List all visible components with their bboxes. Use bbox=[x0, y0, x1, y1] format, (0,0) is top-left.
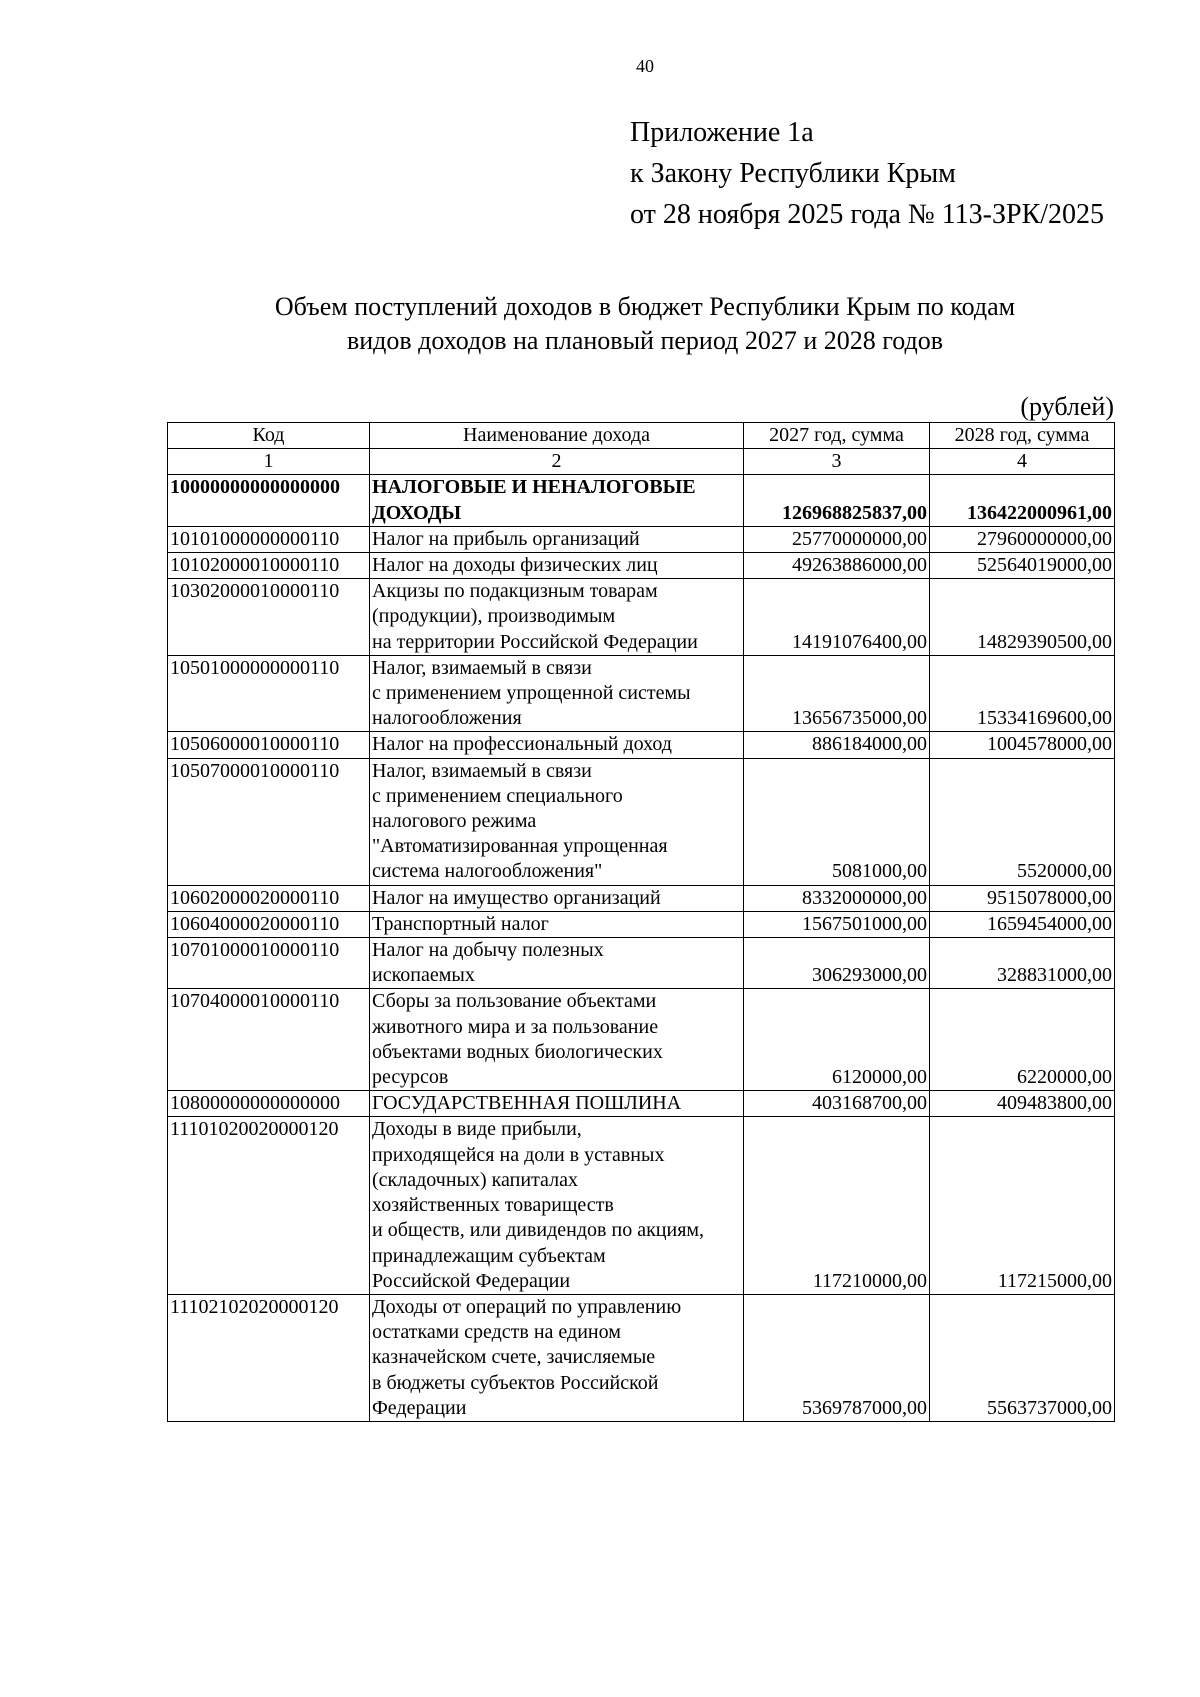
code-cell: 10101000000000110 bbox=[168, 526, 370, 552]
code-cell: 10501000000000110 bbox=[168, 655, 370, 732]
table-row bbox=[168, 911, 1115, 937]
amount-2027-cell: 5081000,00 bbox=[744, 758, 930, 885]
header-2027: 2027 год, сумма bbox=[744, 423, 930, 449]
amount-2027-cell: 13656735000,00 bbox=[744, 655, 930, 732]
table-row bbox=[168, 655, 1115, 732]
amount-2027-cell: 49263886000,00 bbox=[744, 553, 930, 579]
table-row bbox=[168, 1294, 1115, 1421]
table-row bbox=[168, 938, 1115, 989]
name-cell: Доходы от операций по управлению остатками средств на едином казначейском счете, зачисляемые в бюджеты субъектов Российской Федерации bbox=[370, 1294, 744, 1421]
table-row bbox=[168, 475, 1115, 526]
amount-2028-cell: 14829390500,00 bbox=[930, 579, 1115, 656]
page-number: 40 bbox=[636, 56, 654, 76]
amount-2028-cell: 117215000,00 bbox=[930, 1117, 1115, 1294]
name-cell: Налог, взимаемый в связи с применением упрощенной системы налогообложения bbox=[370, 655, 744, 732]
code-cell: 11101020020000120 bbox=[168, 1117, 370, 1294]
amount-2027-cell: 25770000000,00 bbox=[744, 526, 930, 552]
code-cell: 10602000020000110 bbox=[168, 885, 370, 911]
amount-2027-cell: 403168700,00 bbox=[744, 1091, 930, 1117]
amount-2027-cell: 5369787000,00 bbox=[744, 1294, 930, 1421]
header-2028: 2028 год, сумма bbox=[930, 423, 1115, 449]
name-cell: Налог на доходы физических лиц bbox=[370, 553, 744, 579]
name-cell: ГОСУДАРСТВЕННАЯ ПОШЛИНА bbox=[370, 1091, 744, 1117]
table-row bbox=[168, 758, 1115, 885]
appendix-line-1: Приложение 1а bbox=[630, 117, 814, 148]
name-cell: Налог на добычу полезных ископаемых bbox=[370, 938, 744, 989]
table-row bbox=[168, 1091, 1115, 1117]
amount-2028-cell: 27960000000,00 bbox=[930, 526, 1115, 552]
code-cell: 10102000010000110 bbox=[168, 553, 370, 579]
table-row bbox=[168, 526, 1115, 552]
amount-2028-cell: 5520000,00 bbox=[930, 758, 1115, 885]
amount-2028-cell: 1659454000,00 bbox=[930, 911, 1115, 937]
appendix-line-2: к Закону Республики Крым bbox=[630, 158, 956, 189]
name-cell: Транспортный налог bbox=[370, 911, 744, 937]
amount-2028-cell: 6220000,00 bbox=[930, 989, 1115, 1091]
code-cell: 10506000010000110 bbox=[168, 732, 370, 758]
table-body bbox=[168, 475, 1115, 1422]
column-number: 2 bbox=[370, 449, 744, 475]
appendix-line-3: от 28 ноября 2025 года № 113-ЗРК/2025 bbox=[630, 199, 1105, 230]
amount-2028-cell: 15334169600,00 bbox=[930, 655, 1115, 732]
amount-2027-cell: 886184000,00 bbox=[744, 732, 930, 758]
name-cell: Доходы в виде прибыли, приходящейся на доли в уставных (складочных) капиталах хозяйственных товариществ и обществ, или дивидендов по акциям, принадлежащим субъектам Российской Федерации bbox=[370, 1117, 744, 1294]
amount-2027-cell: 126968825837,00 bbox=[744, 475, 930, 526]
code-cell: 10701000010000110 bbox=[168, 938, 370, 989]
code-cell: 10000000000000000 bbox=[168, 475, 370, 526]
table-header-row bbox=[168, 423, 1115, 449]
name-cell: Налог, взимаемый в связи с применением специального налогового режима "Автоматизированная упрощенная система налогообложения" bbox=[370, 758, 744, 885]
code-cell: 10302000010000110 bbox=[168, 579, 370, 656]
column-number: 1 bbox=[168, 449, 370, 475]
column-number: 4 bbox=[930, 449, 1115, 475]
column-number: 3 bbox=[744, 449, 930, 475]
table-row bbox=[168, 579, 1115, 656]
amount-2027-cell: 8332000000,00 bbox=[744, 885, 930, 911]
name-cell: Налог на прибыль организаций bbox=[370, 526, 744, 552]
table-row bbox=[168, 885, 1115, 911]
amount-2028-cell: 1004578000,00 bbox=[930, 732, 1115, 758]
title-line-2: видов доходов на плановый период 2027 и 2028 годов bbox=[346, 326, 944, 355]
amount-2027-cell: 14191076400,00 bbox=[744, 579, 930, 656]
name-cell: Сборы за пользование объектами животного мира и за пользование объектами водных биологических ресурсов bbox=[370, 989, 744, 1091]
amount-2028-cell: 136422000961,00 bbox=[930, 475, 1115, 526]
table-row bbox=[168, 553, 1115, 579]
amount-2028-cell: 5563737000,00 bbox=[930, 1294, 1115, 1421]
amount-2028-cell: 9515078000,00 bbox=[930, 885, 1115, 911]
amount-2028-cell: 328831000,00 bbox=[930, 938, 1115, 989]
code-cell: 10704000010000110 bbox=[168, 989, 370, 1091]
name-cell: Налог на профессиональный доход bbox=[370, 732, 744, 758]
code-cell: 10507000010000110 bbox=[168, 758, 370, 885]
amount-2028-cell: 409483800,00 bbox=[930, 1091, 1115, 1117]
title-line-1: Объем поступлений доходов в бюджет Республики Крым по кодам bbox=[274, 292, 1016, 321]
amount-2027-cell: 1567501000,00 bbox=[744, 911, 930, 937]
code-cell: 11102102020000120 bbox=[168, 1294, 370, 1421]
code-cell: 10800000000000000 bbox=[168, 1091, 370, 1117]
income-table bbox=[167, 422, 1115, 1422]
column-number-row bbox=[168, 449, 1115, 475]
header-code: Код bbox=[168, 423, 370, 449]
table-row bbox=[168, 1117, 1115, 1294]
table-row bbox=[168, 989, 1115, 1091]
amount-2027-cell: 6120000,00 bbox=[744, 989, 930, 1091]
appendix-block bbox=[630, 112, 1104, 235]
name-cell: Акцизы по подакцизным товарам (продукции), производимым на территории Российской Федерации bbox=[370, 579, 744, 656]
header-name: Наименование дохода bbox=[370, 423, 744, 449]
code-cell: 10604000020000110 bbox=[168, 911, 370, 937]
document-title bbox=[60, 290, 1200, 358]
amount-2028-cell: 52564019000,00 bbox=[930, 553, 1115, 579]
name-cell: Налог на имущество организаций bbox=[370, 885, 744, 911]
table-row bbox=[168, 732, 1115, 758]
units-label: (рублей) bbox=[1020, 392, 1114, 421]
amount-2027-cell: 117210000,00 bbox=[744, 1117, 930, 1294]
amount-2027-cell: 306293000,00 bbox=[744, 938, 930, 989]
name-cell: НАЛОГОВЫЕ И НЕНАЛОГОВЫЕ ДОХОДЫ bbox=[370, 475, 744, 526]
